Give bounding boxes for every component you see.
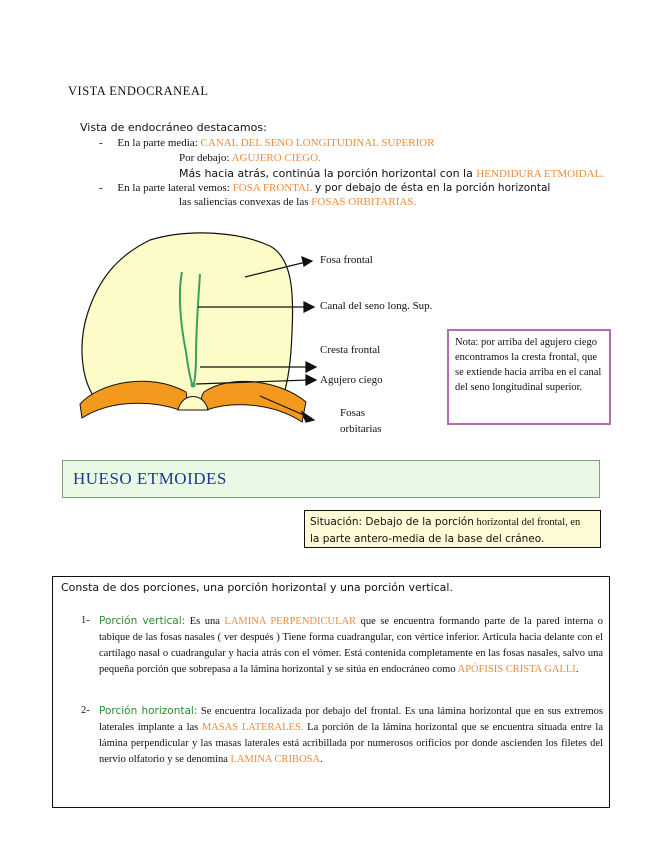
bullet-1-term: CANAL DEL SENO LONGITUDINAL SUPERIOR xyxy=(200,137,435,149)
bullet-2-line2-prefix: las saliencias convexas de las xyxy=(179,196,309,208)
label-canal: Canal del seno long. Sup. xyxy=(320,300,433,312)
label-cresta: Cresta frontal xyxy=(320,344,381,356)
bullet-2-term: FOSA FRONTAL xyxy=(232,182,313,194)
bullet-2 xyxy=(99,182,550,194)
content-intro: Consta de dos porciones, una porción horizontal y una porción vertical. xyxy=(61,581,453,594)
item-1-number: 1- xyxy=(81,615,90,626)
label-fosa-frontal: Fosa frontal xyxy=(320,254,373,266)
bullet-1-line2 xyxy=(179,152,321,164)
item-2-head: Porción horizontal: xyxy=(99,705,198,717)
label-fosas: Fosas xyxy=(340,407,366,419)
item-1-text-3: . xyxy=(575,664,579,675)
situation-box xyxy=(304,510,601,548)
situation-line2: la parte antero-media de la base del cráneo. xyxy=(310,533,545,545)
bullet-1-line3-term: HENDIDURA ETMOIDAL. xyxy=(476,168,605,180)
section-title-box xyxy=(62,460,600,498)
label-agujero: Agujero ciego xyxy=(320,374,383,386)
page-heading: VISTA ENDOCRANEAL xyxy=(68,84,209,98)
note-text: Nota: por arriba del agujero ciego encontramos la cresta frontal, que se extiende hacia arriba en el canal del seno longitudinal superior. xyxy=(455,337,602,393)
bullet-2-prefix: En la parte lateral vemos: xyxy=(117,182,230,194)
item-1-term-1: LAMINA PERPENDICULAR xyxy=(224,616,357,627)
bullet-1-line3 xyxy=(179,167,604,180)
intro-line: Vista de endocráneo destacamos: xyxy=(80,121,267,134)
item-2-text-2: La porción de la lámina horizontal que se encuentra situada entre la lámina perpendicular y las masas laterales está acribillada por numerosos orificios por donde ascienden los filetes del nervio olfatorio y se denomina xyxy=(99,722,603,765)
bullet-1 xyxy=(99,137,435,149)
label-orbitarias: orbitarias xyxy=(340,423,382,435)
situation-prefix: Situación: Debajo de la porción xyxy=(310,516,474,528)
foramen-dot xyxy=(191,383,196,388)
bullet-1-line2-term: AGUJERO CIEGO. xyxy=(231,152,321,164)
section-title: HUESO ETMOIDES xyxy=(73,469,227,488)
bullet-2-suffix: y por debajo de ésta en la porción horizontal xyxy=(315,182,551,194)
item-2-text-3: . xyxy=(320,754,323,765)
endocranial-diagram xyxy=(70,232,330,432)
bullet-2-line2-term: FOSAS ORBITARIAS. xyxy=(311,196,417,208)
item-2-number: 2- xyxy=(81,705,90,716)
list-item-1 xyxy=(81,613,603,678)
bullet-dash: - xyxy=(99,137,103,149)
bullet-2-line2 xyxy=(179,196,416,208)
item-1-text-2: que se encuentra formando parte de la pared interna o tabique de las fosas nasales ( ver después ) Tiene forma cuadrangular, con vértice inferior. Articula hacia delante con el cartílago nasal o cuadrangular y hacia atrás con el vómer. Está contenida completamente en las fosas nasales, salvo una pequeña porción que sobrepasa a la lámina horizontal y se sitúa en endocráneo como xyxy=(99,616,604,675)
item-2-term-1: MASAS LATERALES. xyxy=(201,722,304,733)
content-box xyxy=(52,576,610,808)
bullet-1-line3-prefix: Más hacia atrás, continúa la porción horizontal con la xyxy=(179,167,473,180)
frontal-bone-shape xyxy=(82,233,293,404)
item-2-term-2: LAMINA CRIBOSA xyxy=(230,754,321,765)
item-2-text-1: Se encuentra localizada por debajo del frontal. Es una lámina horizontal que en sus extremos laterales implante a las xyxy=(99,706,604,733)
item-1-text-1: Es una xyxy=(189,616,220,627)
item-1-term-2: APÓFISIS CRISTA GALLI xyxy=(457,664,576,675)
item-1-head: Porción vertical: xyxy=(99,615,186,627)
situation-mid: horizontal del frontal, en xyxy=(476,517,581,528)
note-box xyxy=(447,329,611,425)
bullet-dash: - xyxy=(99,182,103,194)
bullet-1-line2-prefix: Por debajo: xyxy=(179,152,230,164)
orbit-right xyxy=(201,381,306,422)
list-item-2 xyxy=(81,703,603,768)
bullet-1-prefix: En la parte media: xyxy=(117,137,198,149)
